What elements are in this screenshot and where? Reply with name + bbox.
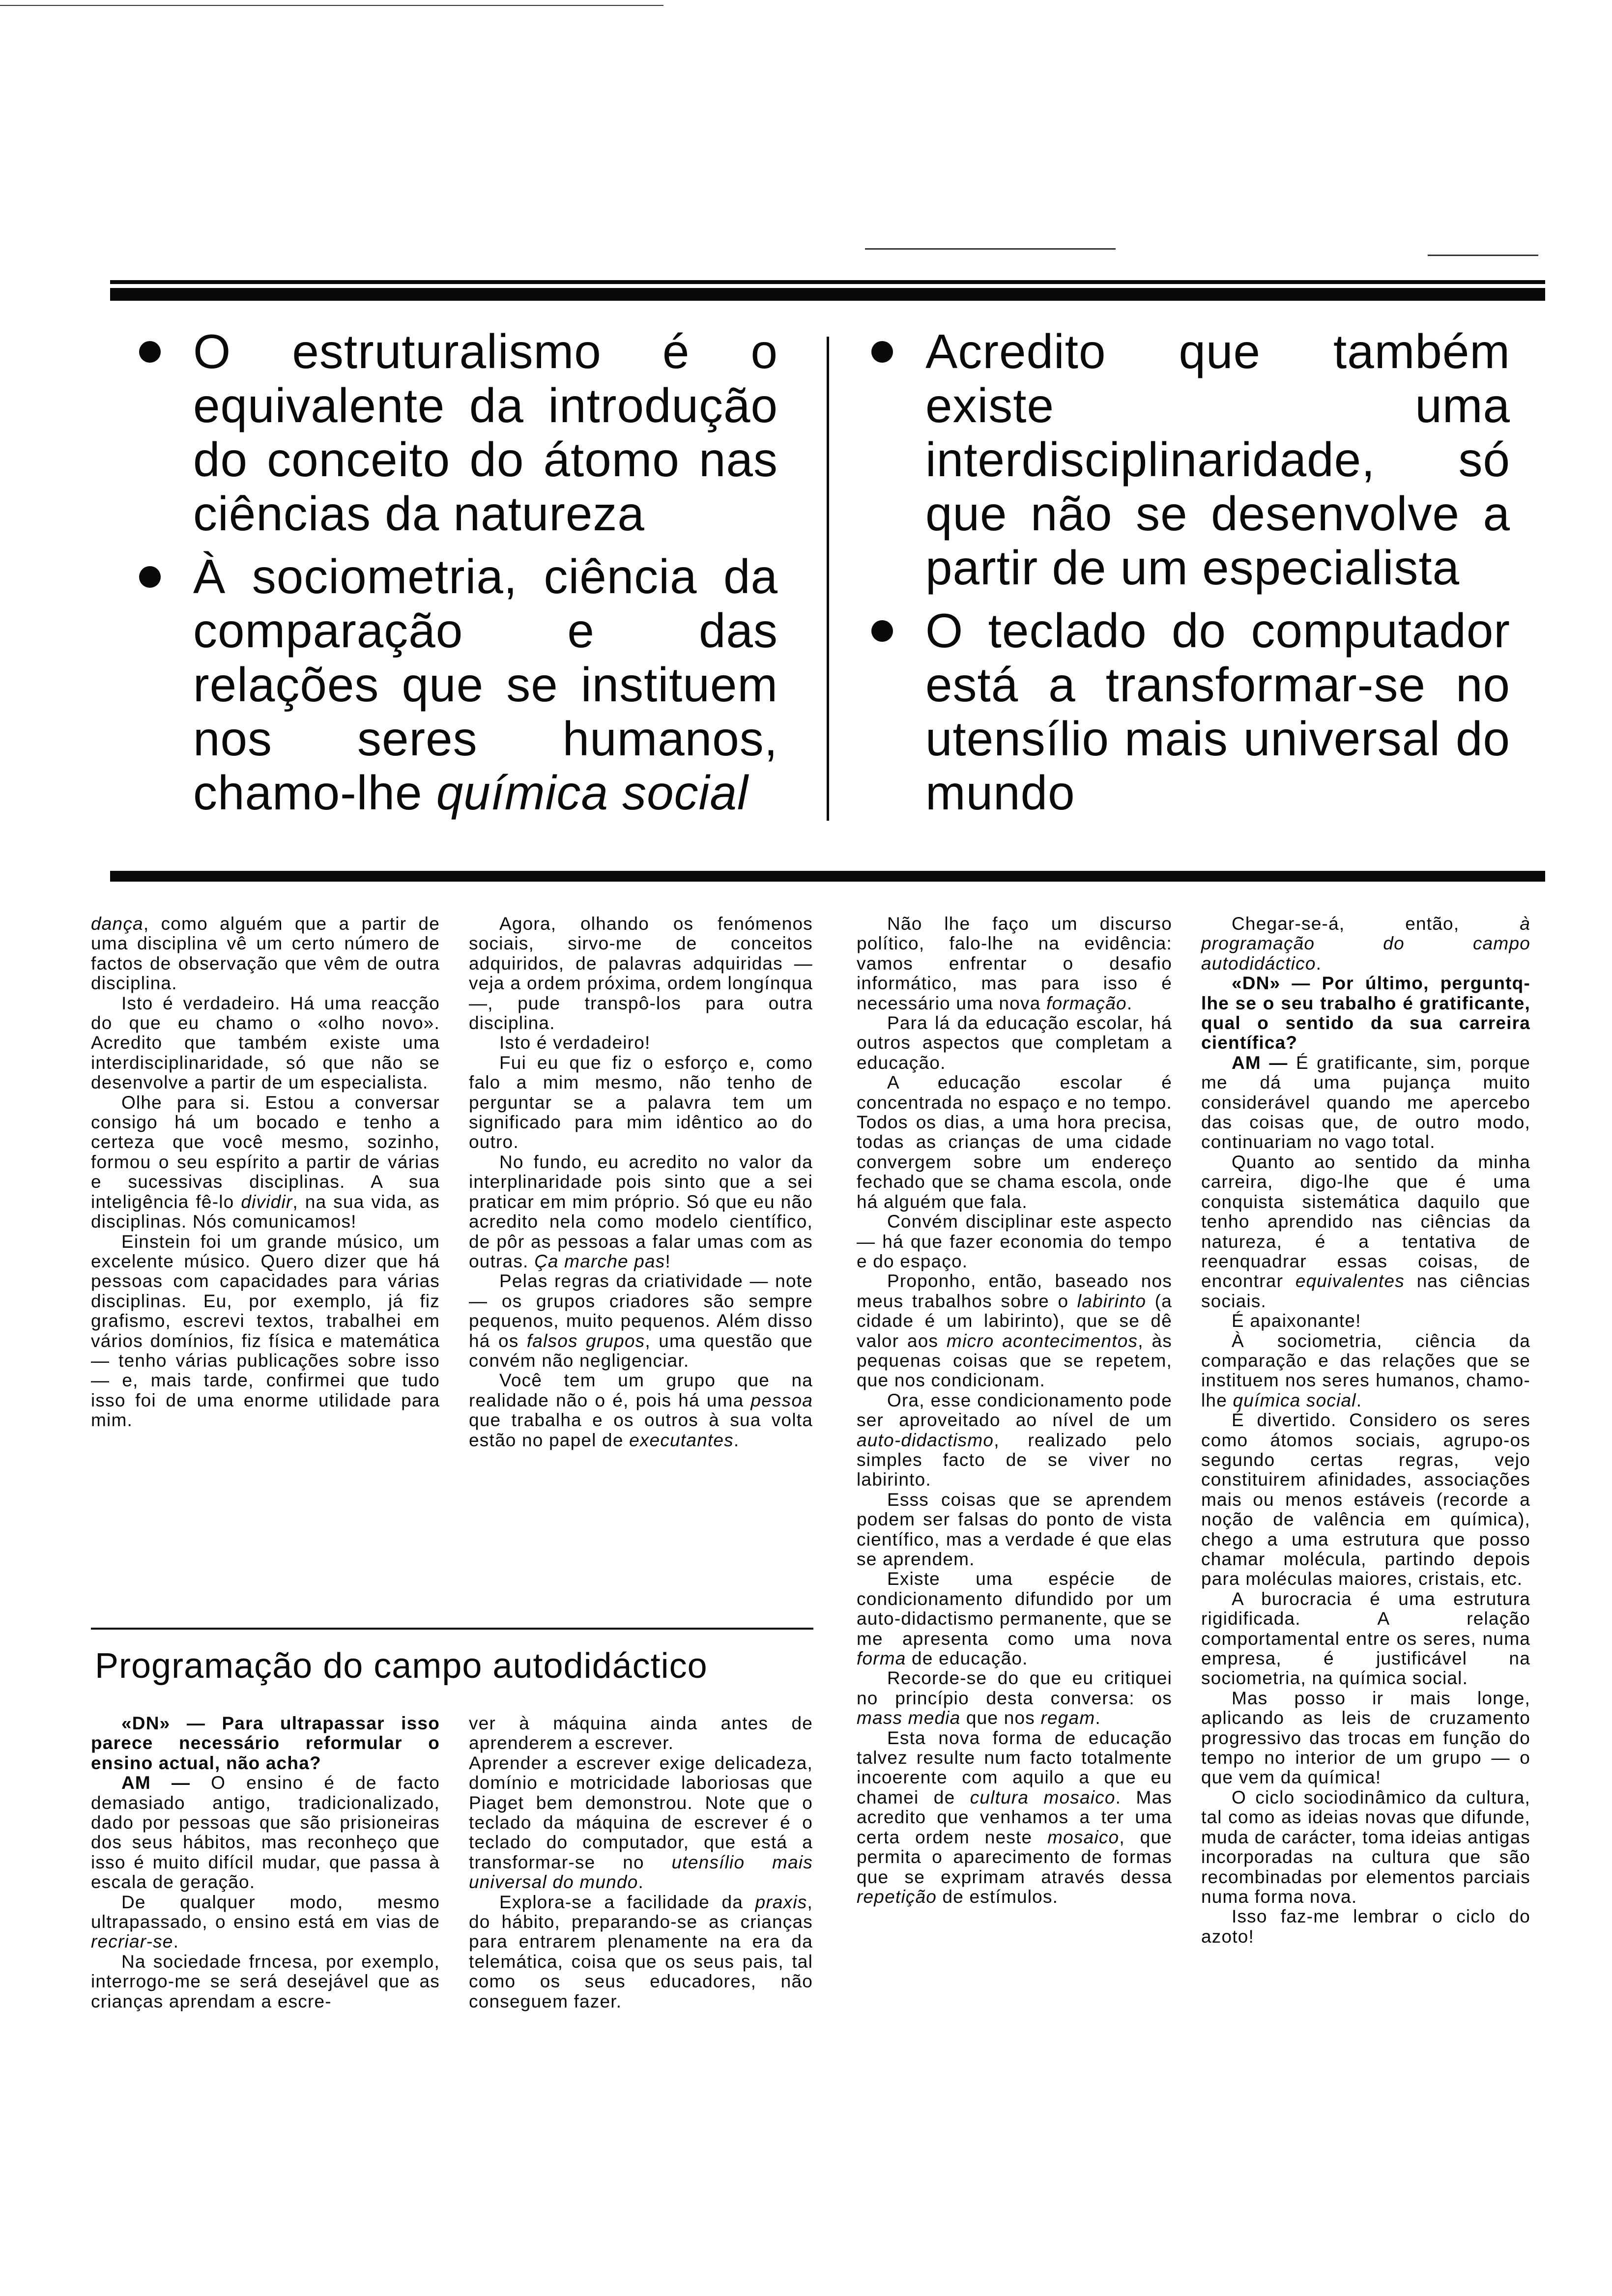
italic-text: dividir (241, 1191, 293, 1212)
text-run: . Mas acredito que venhamos a ter uma certa ordem neste (857, 1787, 1172, 1847)
italic-text: dança (91, 914, 144, 934)
text-run: É divertido. Considero os seres como átomos sociais, agrupo-os segundo certas regras, vejo constituirem afinidades, associações mais ou menos estáveis (recorde a noção de valência em química), chego a uma estrutura que posso chamar molécula, partindo depois para moléculas maiores, cristais, etc. (1201, 1410, 1530, 1589)
paragraph (469, 1714, 813, 1753)
paragraph (91, 994, 440, 1093)
pull-quote (871, 324, 1510, 595)
text-run: A educação escolar é concentrada no espaço e no tempo. Todos os dias, a uma hora precisa, todas as crianças de uma cidade convergem sobre um endereço fechado que se chama escola, onde há alguém que fala. (857, 1072, 1172, 1212)
paragraph (1201, 1053, 1530, 1152)
text-run: Na sociedade frncesa, por exemplo, interrogo-me se será desejável que as crianças aprendam a escre- (91, 1951, 440, 2011)
italic-text: executantes (629, 1430, 734, 1450)
text-run: , uma questão que convém não negligenciar. (469, 1330, 813, 1371)
text-run: Recorde-se do que eu critiquei no princípio desta conversa: os (857, 1668, 1172, 1708)
italic-text: mosaico (1047, 1827, 1120, 1847)
paragraph (857, 1391, 1172, 1490)
text-run: . (1095, 1708, 1101, 1728)
text-run: Existe uma espécie de condicionamento difundido por um auto-didactismo permanente, que se me apresenta como uma nova (857, 1569, 1172, 1649)
paragraph (1201, 1907, 1530, 1947)
text-run: É apaixonante! (1232, 1311, 1361, 1331)
text-run: Isto é verdadeiro. Há uma reacção do que eu chamo o «olho novo». Acredito que também existe uma interdisciplinaridade, só que não se desenvolve a partir de um especialista. (91, 993, 440, 1093)
bullet-icon (871, 341, 893, 363)
text-run: de estímulos. (937, 1886, 1059, 1907)
text-run: Agora, olhando os fenómenos sociais, sirvo-me de conceitos adquiridos, de palavras adquiridas — veja a ordem próxima, ordem longínqua —, pude transpô-los para outra disciplina. (469, 914, 813, 1033)
pull-quote (871, 603, 1510, 820)
text-run: À sociometria, ciência da comparação e das relações que se instituem nos seres humanos, chamo-lhe (1201, 1330, 1530, 1410)
bottom-thick-rule (110, 871, 1545, 882)
scan-line (0, 5, 663, 6)
pull-quote (139, 549, 778, 820)
bullet-icon (139, 341, 161, 363)
text-run: Proponho, então, baseado nos meus trabalhos sobre o (857, 1271, 1172, 1311)
text-run: Mas posso ir mais longe, aplicando as leis de cruzamento progressivo das trocas em função do tempo no interior de um grupo — o que vem da química! (1201, 1688, 1530, 1788)
text-run: A burocracia é uma estrutura rigidificada. A relação comportamental entre os seres, numa empresa, é justificável na sociometria, na química social. (1201, 1588, 1530, 1689)
text-run: O estruturalismo é o equivalente da introdução do conceito do átomo nas ciências da natureza (193, 324, 778, 541)
text-run: . (1126, 993, 1133, 1013)
text-run: . (733, 1430, 740, 1450)
paragraph (1201, 1311, 1530, 1331)
paragraph (1201, 1152, 1530, 1311)
article-column-3 (857, 914, 1172, 1907)
italic-text: mass media (857, 1708, 961, 1728)
italic-text: falsos grupos (526, 1330, 645, 1351)
bold-text: AM — (1232, 1052, 1288, 1073)
text-run: , que permita o aparecimento de formas que se exprimam através dessa (857, 1827, 1172, 1887)
text-run: É gratificante, sim, porque me dá uma pujança muito considerável quando me apercebo das coisas que, de outro modo, continuariam no vago total. (1201, 1052, 1530, 1152)
italic-text: recriar-se (91, 1931, 173, 1952)
paragraph (469, 914, 813, 1033)
text-run: Você tem um grupo que na realidade não o é, pois há uma (469, 1370, 813, 1410)
paragraph (857, 1728, 1172, 1907)
paragraph (91, 914, 440, 994)
text-run: de educação. (906, 1648, 1028, 1669)
text-run: , realizado pelo simples facto de se viver no labirinto. (857, 1430, 1172, 1490)
text-run: No fundo, eu acredito no valor da interplinaridade pois sinto que a sei praticar em mim próprio. Só que eu não acredito nela como modelo científico, de pôr as pessoas a falar umas com as outras. (469, 1151, 813, 1271)
paragraph (1201, 914, 1530, 974)
italic-text: química social (1233, 1390, 1356, 1410)
italic-text: química social (436, 766, 748, 820)
text-run: O ensino é de facto demasiado antigo, tradicionalizado, dado por pessoas que são prisioneiras dos seus hábitos, mas reconheço que isso é muito difícil mudar, que passa à escala de geração. (91, 1773, 440, 1893)
section-column-2 (469, 1714, 813, 2011)
text-run: Ora, esse condicionamento pode ser aproveitado ao nível de um (857, 1390, 1172, 1431)
paragraph (857, 1490, 1172, 1570)
paragraph (91, 1093, 440, 1232)
text-run: . (638, 1872, 644, 1893)
pull-quote (139, 324, 778, 541)
top-thick-rule (110, 280, 1545, 284)
text-run: O ciclo sociodinâmico da cultura, tal como as ideias novas que difunde, muda de carácter, toma ideias antigas incorporadas na cultura que são recombinadas por elementos parciais numa forma nova. (1201, 1787, 1530, 1907)
italic-text: forma (857, 1648, 906, 1669)
text-run: , às pequenas coisas que se repetem, que nos condicionam. (857, 1330, 1172, 1391)
paragraph (469, 1053, 813, 1152)
paragraph (469, 1753, 813, 1893)
text-run: Isso faz-me lembrar o ciclo do azoto! (1201, 1906, 1530, 1947)
text-run: que trabalha e os outros à sua volta estão no papel de (469, 1410, 813, 1450)
article-column-4 (1201, 914, 1530, 1947)
text-run: que nos (960, 1708, 1041, 1728)
paragraph (1201, 1331, 1530, 1411)
paragraph (91, 1952, 440, 2011)
section-column-1 (91, 1714, 440, 2011)
paragraph (857, 1073, 1172, 1212)
text-run: ! (665, 1251, 671, 1271)
italic-text: equivalentes (1295, 1271, 1405, 1292)
paragraph (469, 1033, 813, 1053)
text-run: De qualquer modo, mesmo ultrapassado, o ensino está em vias de (91, 1892, 440, 1932)
pull-quote-divider (827, 337, 829, 821)
italic-text: regam (1040, 1708, 1095, 1728)
paragraph (857, 1013, 1172, 1073)
text-run: Esta nova forma de educação talvez resulte num facto totalmente incoerente com aquilo a que eu chamei de (857, 1727, 1172, 1808)
text-run: Einstein foi um grande músico, um excelente músico. Quero dizer que há pessoas com capacidades para várias disciplinas. Eu, por exemplo, já fiz grafismo, escrevi textos, trabalhei em vários domínios, fiz física e matemática — tenho várias publicações sobre isso — e, mais tarde, confirmei que tudo isso foi de uma enorme utilidade para mim. (91, 1231, 440, 1431)
italic-text: formação (1046, 993, 1127, 1013)
text-run: Fui eu que fiz o esforço e, como falo a mim mesmo, não tenho de perguntar se a palavra tem um significado para mim idêntico ao do outro. (469, 1052, 813, 1152)
pull-quotes-left (139, 324, 778, 829)
text-run: nas ciências sociais. (1201, 1271, 1530, 1311)
top-thick-rule (110, 288, 1545, 301)
bullet-icon (871, 620, 893, 642)
italic-text: repetição (857, 1886, 937, 1907)
text-run: , como alguém que a partir de uma disciplina vê um certo número de factos de observação que vêm de outra disciplina. (91, 914, 440, 994)
section-rule (91, 1628, 813, 1630)
paragraph (91, 1232, 440, 1431)
italic-text: auto-didactismo (857, 1430, 994, 1450)
paragraph (1201, 1788, 1530, 1907)
paragraph (857, 1668, 1172, 1728)
paragraph (469, 1371, 813, 1450)
bold-text: «DN» — Por último, perguntq-lhe se o seu trabalho é gratificante, qual o sentido da sua carreira científica? (1201, 973, 1530, 1053)
pull-quotes-right (871, 324, 1510, 829)
text-run: Esss coisas que se aprendem podem ser falsas do ponto de vista científico, mas a verdade é que elas se aprendem. (857, 1489, 1172, 1569)
text-run: Olhe para si. Estou a conversar consigo há um bocado e tenho a certeza que você mesmo, sozinho, formou o seu espírito a partir de várias e sucessivas disciplinas. A sua inteligência fê-lo (91, 1092, 440, 1212)
bullet-icon (139, 566, 161, 588)
paragraph (857, 914, 1172, 1013)
paragraph (857, 1569, 1172, 1668)
italic-text: cultura mosaico (970, 1787, 1116, 1808)
italic-text: Ça marche pas (534, 1251, 665, 1271)
paragraph (469, 1893, 813, 2011)
paragraph (469, 1152, 813, 1271)
text-run: À sociometria, ciência da comparação e das relações que se instituem nos seres humanos, chamo-lhe (193, 549, 778, 820)
paragraph (1201, 1689, 1530, 1788)
text-run: ver à máquina ainda antes de aprenderem a escrever. (469, 1713, 813, 1753)
paragraph (91, 1773, 440, 1892)
text-run: O teclado do computador está a transformar-se no utensílio mais universal do mundo (925, 603, 1510, 820)
text-run: . (1316, 953, 1322, 974)
text-run: (a cidade é um labirinto), que se dê valor aos (857, 1291, 1172, 1351)
italic-text: labirinto (1077, 1291, 1147, 1311)
italic-text: à programação do campo autodidáctico (1201, 914, 1530, 974)
paragraph (1201, 1410, 1530, 1589)
paragraph (91, 1714, 440, 1773)
text-run: Não lhe faço um discurso político, falo-lhe na evidência: vamos enfrentar o desafio informático, mas para isso é necessário uma nova (857, 914, 1172, 1013)
text-run: Pelas regras da criatividade — note — os grupos criadores são sempre pequenos, muito pequenos. Além disso há os (469, 1271, 813, 1351)
text-run: Convém disciplinar este aspecto — há que fazer economia do tempo e do espaço. (857, 1211, 1172, 1271)
scan-line (865, 248, 1116, 250)
article-column-2 (469, 914, 813, 1450)
text-run: Para lá da educação escolar, há outros aspectos que completam a educação. (857, 1013, 1172, 1073)
scan-line (1428, 255, 1538, 256)
text-run: Isto é verdadeiro! (499, 1033, 651, 1053)
text-run: Quanto ao sentido da minha carreira, digo-lhe que é uma conquista sistemática daquilo que tenho aprendido nas ciências da natureza, é a tentativa de reenquadrar essas coisas, de encontrar (1201, 1151, 1530, 1292)
text-run: Aprender a escrever exige delicadeza, domínio e motricidade laboriosas que Piaget bem demonstrou. Note que o teclado da máquina de escrever é o teclado do computador, que está a transformar-se no (469, 1752, 813, 1872)
text-run: Explora-se a facilidade da (499, 1892, 755, 1912)
bold-text: AM — (121, 1773, 191, 1793)
italic-text: pessoa (750, 1390, 813, 1410)
italic-text: utensílio mais universal do mundo (469, 1852, 813, 1893)
paragraph (857, 1212, 1172, 1271)
section-heading: Programação do campo autodidáctico (95, 1646, 708, 1686)
paragraph (857, 1271, 1172, 1390)
paragraph (1201, 1589, 1530, 1689)
italic-text: micro acontecimentos (947, 1330, 1138, 1351)
paragraph (91, 1893, 440, 1952)
text-run: , na sua vida, as disciplinas. Nós comunicamos! (91, 1191, 440, 1232)
text-run: Chegar-se-á, então, (1232, 914, 1520, 934)
text-run: Acredito que também existe uma interdisciplinaridade, só que não se desenvolve a partir de um especialista (925, 324, 1510, 595)
text-run: . (173, 1931, 179, 1952)
paragraph (1201, 974, 1530, 1053)
article-column-1 (91, 914, 440, 1431)
text-run: . (1356, 1390, 1362, 1410)
italic-text: praxis (755, 1892, 807, 1912)
text-run: , do hábito, preparando-se as crianças para entrarem plenamente na era da telemática, coisa que os seus pais, tal como os seus educadores, não conseguem fazer. (469, 1892, 813, 2011)
bold-text: «DN» — Para ultrapassar isso parece necessário reformular o ensino actual, não acha? (91, 1713, 440, 1773)
paragraph (469, 1271, 813, 1371)
